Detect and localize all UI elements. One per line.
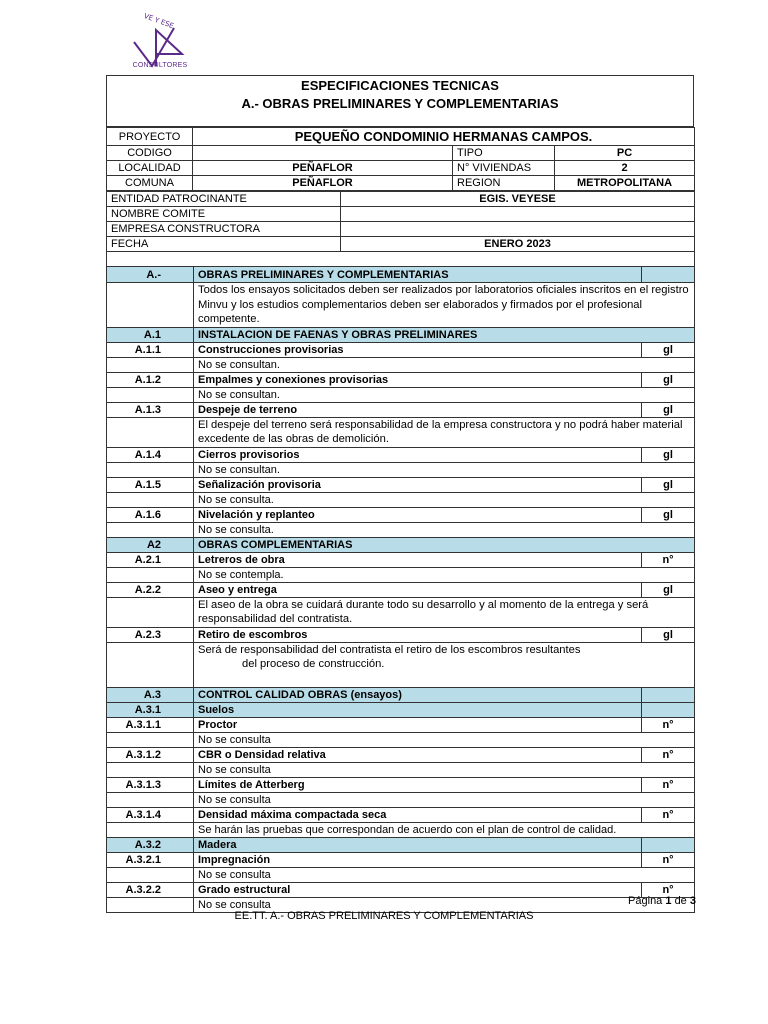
- viviendas-label: N° VIVIENDAS: [453, 161, 555, 176]
- tipo-value: PC: [555, 146, 695, 161]
- item-title: Grado estructural: [194, 882, 642, 897]
- item-unit: n°: [642, 552, 695, 567]
- proyecto-label: PROYECTO: [107, 128, 193, 146]
- tipo-label: TIPO: [453, 146, 555, 161]
- proyecto-value: PEQUEÑO CONDOMINIO HERMANAS CAMPOS.: [193, 128, 695, 146]
- item-unit: n°: [642, 882, 695, 897]
- localidad-label: LOCALIDAD: [107, 161, 193, 176]
- item-description: [194, 642, 695, 687]
- item-description: Se harán las pruebas que correspondan de acuerdo con el plan de control de calidad.: [194, 822, 695, 837]
- document-title-box: [106, 75, 694, 127]
- item-unit: gl: [642, 447, 695, 462]
- item-description-line1: Será de responsabilidad del contratista el retiro de los escombros resultantes: [198, 643, 581, 656]
- item-code: A.2.1: [107, 552, 194, 567]
- item-description: No se consultan.: [194, 387, 695, 402]
- item-title: Empalmes y conexiones provisorias: [194, 372, 642, 387]
- fecha-label: FECHA: [107, 237, 341, 252]
- a32-title: Madera: [194, 837, 642, 852]
- viviendas-value: 2: [555, 161, 695, 176]
- empresa-value: [341, 222, 695, 237]
- item-code: A.1.1: [107, 342, 194, 357]
- section-code: A.-: [107, 267, 194, 283]
- project-admin-table: [106, 191, 695, 266]
- item-unit: gl: [642, 372, 695, 387]
- item-title: Proctor: [194, 717, 642, 732]
- item-code: A.1.2: [107, 372, 194, 387]
- empresa-label: EMPRESA CONSTRUCTORA: [107, 222, 341, 237]
- item-title: Densidad máxima compactada seca: [194, 807, 642, 822]
- item-description: No se consulta: [194, 792, 695, 807]
- a1-code: A.1: [107, 327, 194, 342]
- page-number: Página 1 de 3: [628, 895, 696, 907]
- document-subtitle: A.- OBRAS PRELIMINARES Y COMPLEMENTARIAS: [241, 96, 559, 111]
- item-title: Aseo y entrega: [194, 582, 642, 597]
- region-value: METROPOLITANA: [555, 176, 695, 191]
- localidad-value: PEÑAFLOR: [193, 161, 453, 176]
- document-title: ESPECIFICACIONES TECNICAS: [301, 78, 499, 93]
- item-description: No se consulta.: [194, 492, 695, 507]
- comuna-label: COMUNA: [107, 176, 193, 191]
- item-code: A.3.2.1: [107, 852, 194, 867]
- a2-title: OBRAS COMPLEMENTARIAS: [194, 537, 695, 552]
- footer-document-title: EE.TT. A.- OBRAS PRELIMINARES Y COMPLEMENTARIAS: [234, 910, 534, 922]
- item-unit: gl: [642, 627, 695, 642]
- a32-code: A.3.2: [107, 837, 194, 852]
- item-code: A.2.3: [107, 627, 194, 642]
- item-title: Despeje de terreno: [194, 402, 642, 417]
- item-unit: gl: [642, 582, 695, 597]
- a31-title: Suelos: [194, 702, 642, 717]
- item-title: CBR o Densidad relativa: [194, 747, 642, 762]
- item-title: Letreros de obra: [194, 552, 642, 567]
- project-info-table: [106, 127, 695, 191]
- item-unit: n°: [642, 807, 695, 822]
- a3-code: A.3: [107, 687, 194, 702]
- item-description: No se consulta: [194, 897, 695, 912]
- item-unit: n°: [642, 747, 695, 762]
- codigo-label: CODIGO: [107, 146, 193, 161]
- item-description: No se consultan.: [194, 357, 695, 372]
- item-title: Retiro de escombros: [194, 627, 642, 642]
- codigo-value: [193, 146, 453, 161]
- item-code: A.1.4: [107, 447, 194, 462]
- comuna-value: PEÑAFLOR: [193, 176, 453, 191]
- item-code: A.3.2.2: [107, 882, 194, 897]
- item-description: No se contempla.: [194, 567, 695, 582]
- item-unit: gl: [642, 402, 695, 417]
- region-label: REGION: [453, 176, 555, 191]
- item-description: No se consulta: [194, 732, 695, 747]
- item-unit: gl: [642, 342, 695, 357]
- item-title: Nivelación y replanteo: [194, 507, 642, 522]
- item-code: A.2.2: [107, 582, 194, 597]
- item-description: No se consulta.: [194, 522, 695, 537]
- item-description: El despeje del terreno será responsabilidad de la empresa constructora y no podrá haber material excedente de las obras de demolición.: [194, 417, 695, 447]
- item-unit: gl: [642, 477, 695, 492]
- comite-value: [341, 207, 695, 222]
- item-unit: gl: [642, 507, 695, 522]
- item-code: A.3.1.2: [107, 747, 194, 762]
- specification-sheet: [106, 75, 694, 913]
- comite-label: NOMBRE COMITE: [107, 207, 341, 222]
- logo-caption: CONSULTORES: [132, 62, 188, 69]
- item-code: A.3.1.1: [107, 717, 194, 732]
- item-title: Cierros provisorios: [194, 447, 642, 462]
- item-description: El aseo de la obra se cuidará durante todo su desarrollo y al momento de la entrega y será responsabilidad del contratista.: [194, 597, 695, 627]
- spacer-row: [107, 252, 695, 267]
- item-code: A.3.1.3: [107, 777, 194, 792]
- a3-title: CONTROL CALIDAD OBRAS (ensayos): [194, 687, 642, 702]
- fecha-value: ENERO 2023: [341, 237, 695, 252]
- section-intro: Todos los ensayos solicitados deben ser realizados por laboratorios oficiales inscritos en el registro Minvu y los estudios complementarios deben ser elaborados y firmados por el profesional competente.: [194, 283, 695, 328]
- item-code: A.1.6: [107, 507, 194, 522]
- item-title: Construcciones provisorias: [194, 342, 642, 357]
- item-description: No se consultan.: [194, 462, 695, 477]
- item-description-line2: del proceso de construcción.: [242, 658, 385, 670]
- item-code: A.1.3: [107, 402, 194, 417]
- item-description: No se consulta: [194, 867, 695, 882]
- entidad-value: EGIS. VEYESE: [341, 192, 695, 207]
- item-unit: n°: [642, 777, 695, 792]
- entidad-label: ENTIDAD PATROCINANTE: [107, 192, 341, 207]
- section-title: OBRAS PRELIMINARES Y COMPLEMENTARIAS: [194, 267, 642, 283]
- svg-text:VE Y ESE: VE Y ESE: [142, 12, 175, 31]
- item-title: Impregnación: [194, 852, 642, 867]
- item-unit: n°: [642, 717, 695, 732]
- item-code: A.1.5: [107, 477, 194, 492]
- a1-title: INSTALACION DE FAENAS Y OBRAS PRELIMINARES: [194, 327, 695, 342]
- item-code: A.3.1.4: [107, 807, 194, 822]
- item-description: No se consulta: [194, 762, 695, 777]
- a2-code: A2: [107, 537, 194, 552]
- item-title: Señalización provisoria: [194, 477, 642, 492]
- specification-table: [106, 266, 695, 913]
- item-unit: n°: [642, 852, 695, 867]
- item-title: Límites de Atterberg: [194, 777, 642, 792]
- a31-code: A.3.1: [107, 702, 194, 717]
